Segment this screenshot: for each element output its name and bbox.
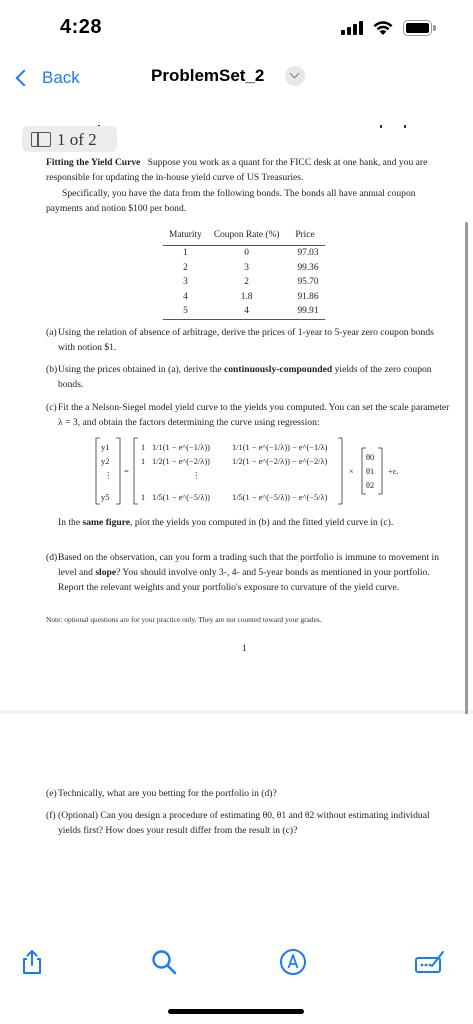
table-row (163, 290, 325, 305)
question-emphasis: slope (95, 567, 117, 578)
chevron-down-icon[interactable] (285, 66, 305, 86)
page-indicator[interactable] (22, 126, 117, 152)
question-c-plot (58, 515, 450, 530)
home-indicator[interactable] (168, 1009, 304, 1014)
question-text: Using the relation of absence of arbitrage, derive the prices of 1-year to 5-year zero coupon bonds with notion $1. (58, 327, 434, 353)
matrix-cell: 1/2(1 − e^(−2/λ)) (152, 457, 210, 466)
cellular-signal-icon (341, 21, 363, 35)
table-cell: 91.86 (297, 291, 319, 302)
annotate-icon[interactable] (414, 948, 446, 976)
question-label: (b) (46, 364, 58, 375)
question-text: Technically, what are you betting for the portfolio in (d)? (58, 788, 277, 799)
navigation-bar (0, 56, 473, 102)
question-a (46, 325, 450, 355)
matrix-cell: 1 (141, 457, 146, 466)
matrix-y-entry: y2 (101, 457, 110, 466)
clipped-text-line (98, 125, 408, 128)
column-header: Maturity (163, 226, 208, 246)
sidebar-icon (31, 132, 51, 147)
table-cell: 1 (183, 248, 188, 258)
question-label: (e) (46, 788, 57, 799)
problem-heading: Fitting the Yield Curve (46, 157, 141, 168)
bond-table (163, 226, 325, 320)
matrix-cell: 1 (141, 493, 146, 502)
table-cell: 4 (208, 304, 286, 319)
equals-sign: = (124, 467, 129, 476)
theta-entry: θ1 (366, 467, 375, 476)
matrix-dots: ⋮ (192, 471, 201, 480)
table-cell: 3 (244, 262, 249, 273)
table-row (163, 275, 325, 290)
question-label: (c) (46, 402, 57, 413)
question-text: (Optional) Can you design a procedure of estimating θ0, θ1 and θ2 without estimating individual yields first? How does your result differ from the result in (c)? (58, 810, 430, 836)
matrix-cell: 1/1(1 − e^(−1/λ)) − e^(−1/λ) (232, 443, 328, 452)
table-cell: 95.70 (297, 277, 319, 288)
document-page-2 (0, 714, 473, 934)
problem-specifics: Specifically, you have the data from the following bonds. The bonds all have annual coupon payments and notion $100 per bond. (46, 188, 416, 214)
question-text: Using the prices obtained in (a), derive the (58, 364, 222, 375)
question-d (46, 550, 450, 595)
wifi-icon (372, 19, 394, 36)
theta-entry: θ0 (366, 453, 375, 462)
question-text: Fit the a Nelson-Siegel model yield curve to the yields you computed. You can set the scale parameter λ = 3, and obtain the factors determining the curve using regression: (58, 402, 450, 428)
search-icon[interactable] (150, 948, 178, 976)
matrix-cell: 1/5(1 − e^(−5/λ)) (152, 493, 210, 502)
question-text: ? You should involve only 3-, 4- and 5-year bonds as mentioned in your portfolio. Report the relevant weights and your portfolio's exposure to curvature of the yield curve. (58, 567, 430, 593)
chevron-left-icon (16, 70, 33, 87)
status-time: 4:28 (60, 16, 103, 38)
page-indicator-text: 1 of 2 (57, 129, 97, 149)
matrix-y-entry: ⋮ (104, 471, 113, 480)
back-button[interactable] (12, 64, 80, 92)
matrix-y-entry: y1 (101, 443, 110, 452)
question-label: (a) (46, 327, 57, 338)
question-emphasis: same figure (82, 517, 131, 528)
matrix-cell: 1/1(1 − e^(−1/λ)) (152, 443, 210, 452)
question-e (46, 786, 450, 801)
table-cell: 99.36 (297, 262, 319, 273)
table-row (163, 261, 325, 276)
table-cell: 5 (163, 304, 208, 319)
theta-entry: θ2 (366, 481, 375, 490)
nelson-siegel-regression-equation (92, 436, 422, 506)
footnote: Note: optional questions are for your practice only. They are not counted toward your grades. (46, 615, 322, 624)
table-row (163, 246, 325, 261)
table-cell: 97.03 (297, 248, 319, 258)
problem-intro (46, 155, 451, 185)
column-header: Price (285, 226, 324, 246)
matrix-cell: 1 (141, 443, 146, 452)
table-cell: 3 (183, 277, 188, 288)
question-emphasis: continuously-compounded (223, 364, 333, 375)
problem-intro-text: Suppose you work as a quant for the FICC desk at one bank, and you are responsible for updating the in-house yield curve of US Treasuries. (46, 157, 428, 183)
error-term: +ε. (388, 467, 399, 476)
matrix-cell: 1/2(1 − e^(−2/λ)) − e^(−2/λ) (232, 457, 328, 466)
question-text: , plot the yields you computed in (b) and the fitted yield curve in (c). (130, 517, 394, 528)
question-text: Based on the observation, can you form a trading such that the portfolio is immune to movement in level and (58, 552, 440, 578)
page-number: 1 (242, 644, 247, 654)
back-label: Back (42, 68, 80, 87)
question-c (46, 400, 450, 430)
document-page-1 (0, 102, 473, 710)
scrollbar[interactable] (465, 222, 468, 774)
question-label: (d) (46, 552, 58, 563)
table-cell: 4 (183, 291, 188, 302)
question-text: yields of the zero coupon bonds. (58, 364, 432, 390)
column-header: Coupon Rate (%) (208, 226, 286, 246)
share-icon[interactable] (18, 948, 46, 976)
table-header-row (163, 226, 325, 246)
matrix-cell: 1/5(1 − e^(−5/λ)) − e^(−5/λ) (232, 493, 328, 502)
question-label: (f) (46, 810, 56, 821)
table-row (163, 304, 325, 319)
table-cell: 2 (183, 262, 188, 273)
battery-icon (403, 20, 432, 36)
question-text: In the (58, 517, 81, 528)
matrix-y-entry: y5 (101, 493, 110, 502)
markup-icon[interactable] (279, 948, 307, 976)
table-cell: 1.8 (240, 291, 253, 302)
table-cell: 2 (244, 277, 249, 288)
question-f (46, 808, 450, 838)
question-b (46, 362, 450, 392)
status-bar (0, 0, 473, 56)
document-title[interactable]: ProblemSet_2 (151, 66, 265, 85)
table-cell: 99.91 (285, 304, 324, 319)
table-cell: 0 (244, 248, 249, 258)
times-sign: × (349, 467, 354, 476)
